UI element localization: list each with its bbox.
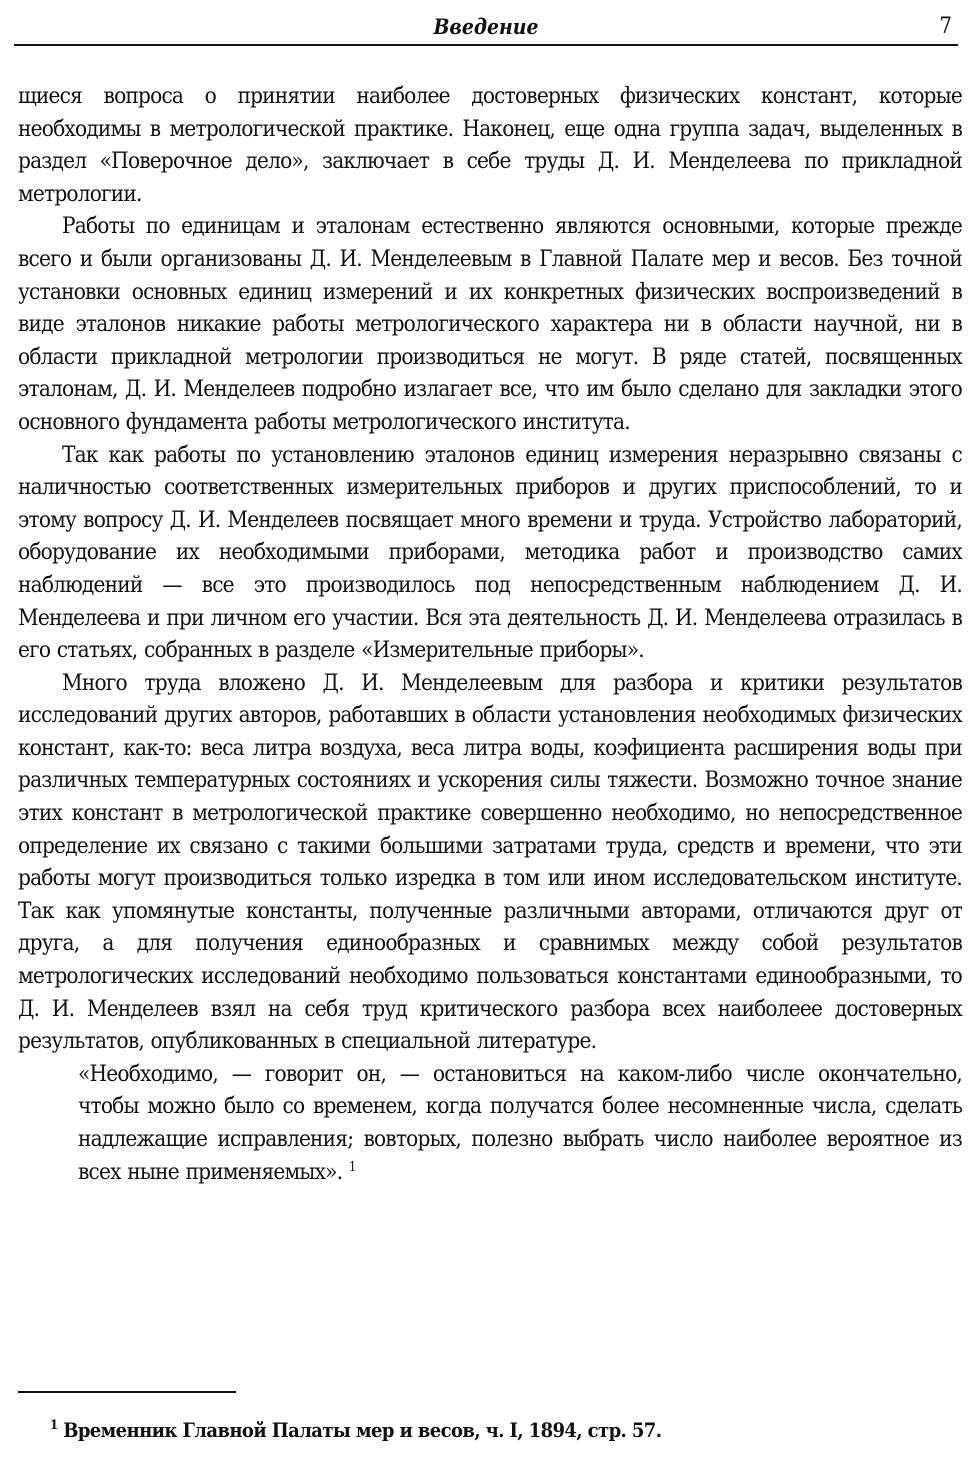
chapter-title: Введение — [433, 14, 539, 39]
footnote-reference[interactable]: 1 — [348, 1159, 356, 1175]
quotation — [78, 1058, 962, 1188]
paragraph-instruments: Так как работы по установлению эталонов единиц измерения неразрывно связаны с наличностью соответственных измерительных приборов и других приспособлений, то и этому вопросу Д. И. Менделеев посвящает много времени и труда. Устройство лабораторий, оборудование их необходимыми приборами, методика работ и производство самих наблюдений — все это производилось под непосредственным наблюдением Д. И. Менделеева и при личном его участии. Вся эта деятельность Д. И. Менделеева отразилась в его статьях, собранных в разделе «Измерительные приборы». — [18, 441, 962, 664]
running-header — [14, 10, 958, 46]
main-text — [18, 80, 962, 1188]
paragraph-continuation: щиеся вопроса о принятии наиболее достоверных физических констант, которые необходимы в метрологической практике. Наконец, еще одна группа задач, выделенных в раздел «Поверочное дело», заключает в себе труды Д. И. Менделеева по прикладной метрологии. — [18, 83, 962, 207]
footnote-divider — [18, 1391, 236, 1393]
footnote — [50, 1418, 661, 1442]
paragraph-constants: Много труда вложено Д. И. Менделеевым для разбора и критики результатов исследований других авторов, работавших в области установления необходимых физических констант, как-то: веса литра воздуха, веса литра воды, коэфициента расширения воды при различных температурных состояниях и ускорения силы тяжести. Возможно точное знание этих констант в метрологической практике совершенно необходимо, но непосредственное определение их связано с такими большими затратами труда, средств и времени, что эти работы могут производиться только изредка в том или ином исследовательском институте. Так как упомянутые константы, полученные различными авторами, отличаются друг от друга, а для получения единообразных и сравнимых между собой результатов метрологических исследований необходимо пользоваться константами единообразными, то Д. И. Менделеев взял на себя труд критического разбора всех наиболеее достоверных результатов, опубликованных в специальной литературе. — [18, 669, 962, 1055]
footnote-text: Временник Главной Палаты мер и весов, ч. I, 1894, стр. 57. — [63, 1418, 662, 1442]
paragraph-standards: Работы по единицам и эталонам естественно являются основными, которые прежде всего и были организованы Д. И. Менделеевым в Главной Палате мер и весов. Без точной установки основных единиц измерений и их конкретных физических воспроизведений в виде эталонов никакие работы метрологического характера ни в области научной, ни в области прикладной метрологии производиться не могут. В ряде статей, посвященных эталонам, Д. И. Менделеев подробно излагает все, что им было сделано для закладки этого основного фундамента работы метрологического института. — [18, 213, 962, 435]
quotation-text: «Необходимо, — говорит он, — остановиться на каком-либо числе окончательно, чтобы можно было со временем, когда получатся более несомненные числа, сделать надлежащие исправления; вовторых, полезно выбрать число наиболее вероятное из всех ныне применяемых». — [78, 1060, 962, 1185]
footnote-marker: 1 — [50, 1418, 58, 1433]
page-number: 7 — [939, 14, 952, 39]
